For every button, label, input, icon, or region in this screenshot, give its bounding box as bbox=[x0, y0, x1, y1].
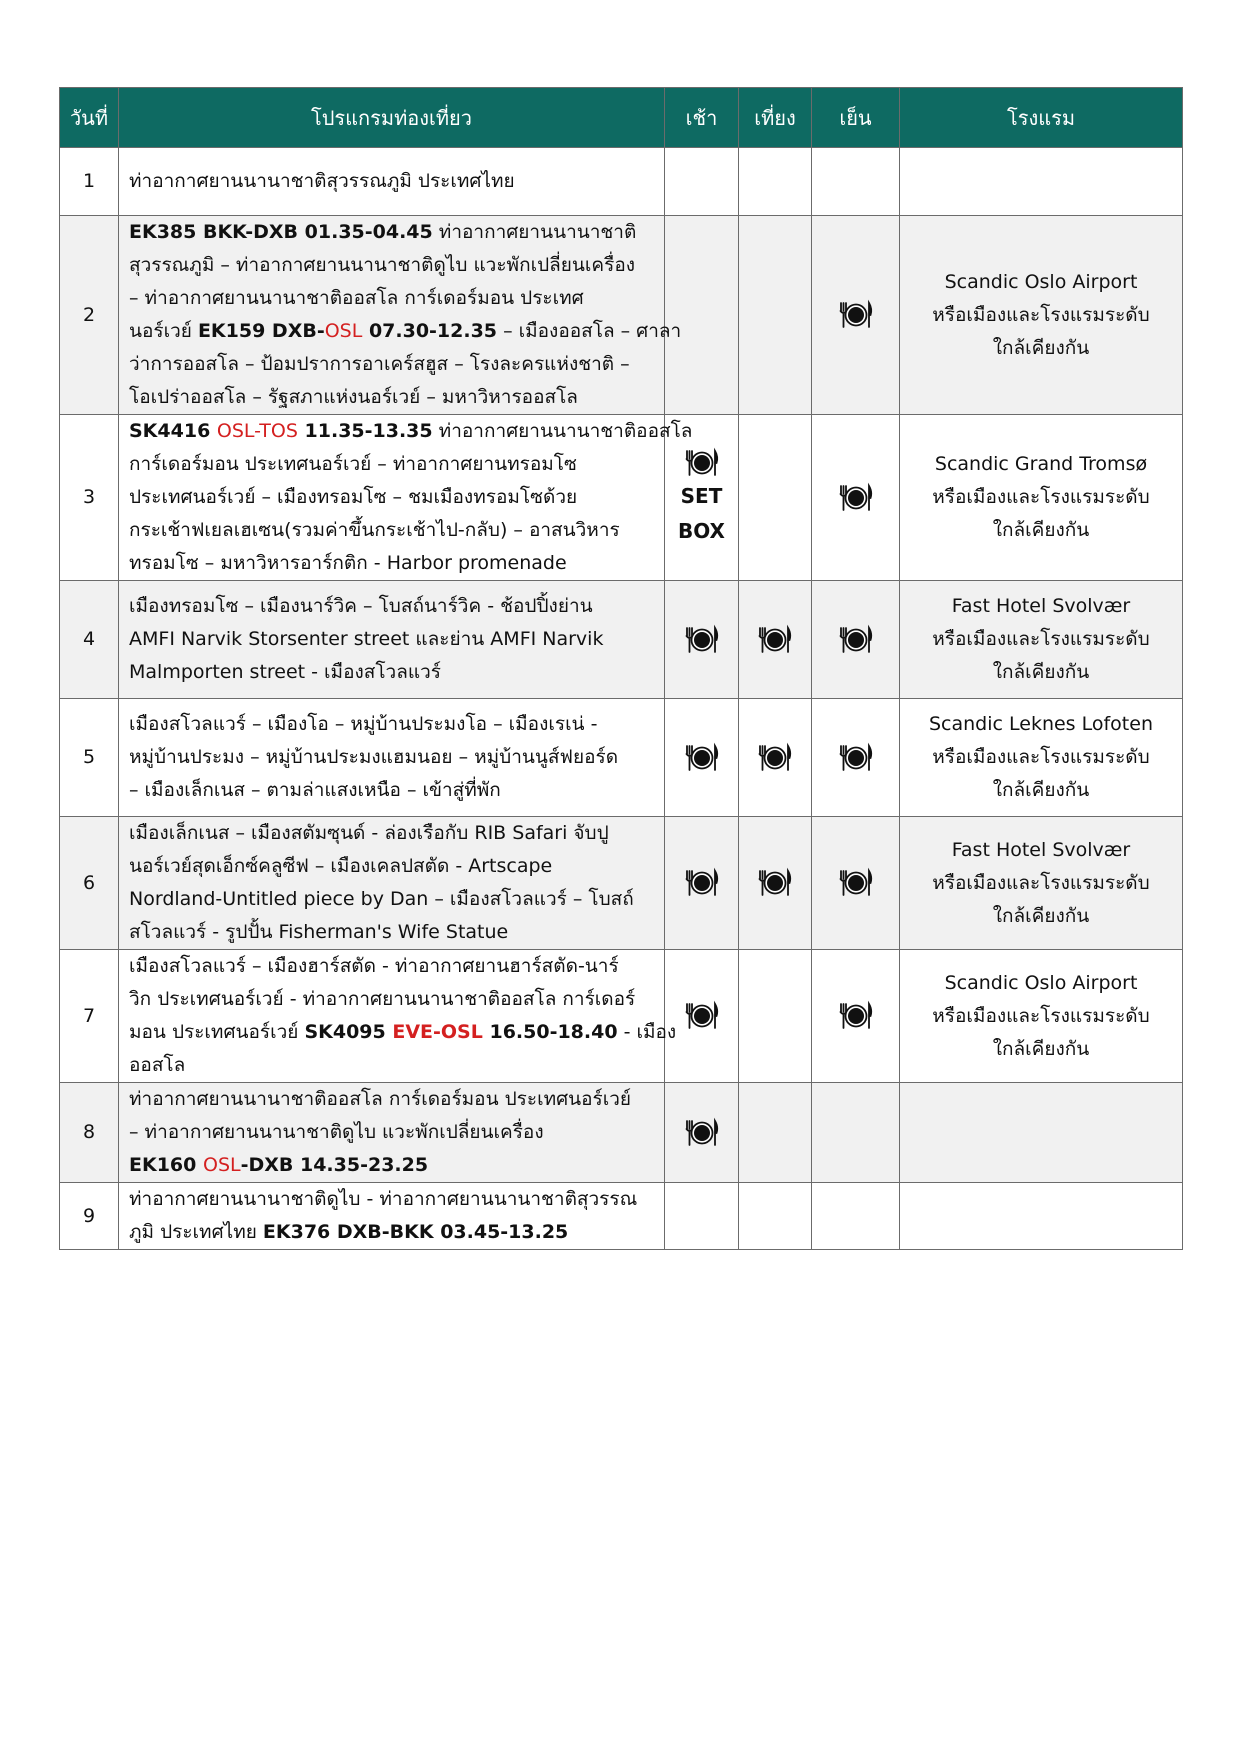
hotel-line: Scandic Grand Tromsø bbox=[934, 453, 1148, 475]
breakfast-cell bbox=[665, 148, 739, 216]
program-segment: Malmporten street - เมืองสโวลแวร์ bbox=[129, 661, 441, 683]
program-segment: เมืองเล็กเนส – เมืองสตัมซุนด์ - ล่องเรือกับ RIB Safari จับปู bbox=[129, 822, 609, 844]
flight-info: -DXB 14.35-23.25 bbox=[240, 1154, 429, 1176]
breakfast-cell bbox=[665, 1183, 739, 1250]
itinerary-body bbox=[60, 148, 1183, 1250]
header-hotel: โรงแรม bbox=[900, 88, 1183, 148]
hotel-cell bbox=[900, 1083, 1183, 1183]
breakfast-cell bbox=[665, 216, 739, 415]
program-line bbox=[129, 481, 654, 514]
flight-info: SK4416 bbox=[129, 420, 217, 442]
lunch-cell bbox=[739, 817, 812, 950]
table-row bbox=[60, 581, 1183, 699]
program-line bbox=[129, 774, 654, 807]
program-segment: ประเทศนอร์เวย์ – เมืองทรอมโซ – ชมเมืองทรอมโซด้วย bbox=[129, 486, 578, 508]
table-row bbox=[60, 1183, 1183, 1250]
hotel-line: ใกล้เคียงกัน bbox=[992, 661, 1090, 683]
program-line bbox=[129, 1183, 654, 1216]
lunch-cell bbox=[739, 950, 812, 1083]
table-row bbox=[60, 699, 1183, 817]
plate-fork-knife-icon bbox=[838, 483, 874, 513]
hotel-cell bbox=[900, 415, 1183, 581]
plate-fork-knife-icon bbox=[838, 868, 874, 898]
hotel-line: หรือเมืองและโรงแรมระดับ bbox=[932, 303, 1150, 326]
program-text bbox=[119, 817, 665, 950]
table-row bbox=[60, 415, 1183, 581]
program-line bbox=[129, 216, 654, 249]
program-text bbox=[119, 950, 677, 1083]
program-segment: เมืองทรอมโซ – เมืองนาร์วิค – โบสถ์นาร์วิค - ช้อปปิ้งย่าน bbox=[129, 595, 593, 617]
hotel-cell bbox=[900, 148, 1183, 216]
plate-fork-knife-icon bbox=[838, 300, 874, 330]
dinner-cell bbox=[812, 699, 900, 817]
lunch-cell bbox=[739, 1083, 812, 1183]
program-text bbox=[119, 415, 693, 581]
program-line bbox=[129, 1049, 654, 1082]
plate-fork-knife-icon bbox=[757, 625, 793, 655]
program-segment: ทรอมโซ – มหาวิหารอาร์กติก - Harbor promenade bbox=[129, 552, 567, 574]
program-segment: มอน ประเทศนอร์เวย์ bbox=[129, 1021, 305, 1043]
program-segment: เมืองสโวลแวร์ – เมืองโอ – หมู่บ้านประมงโอ – เมืองเรเน่ - bbox=[129, 713, 598, 735]
program-line bbox=[129, 448, 654, 481]
program-segment: ท่าอากาศยานนานาชาติออสโล การ์เดอร์มอน ประเทศนอร์เวย์ bbox=[129, 1088, 632, 1110]
program-line bbox=[129, 315, 682, 348]
program-line bbox=[129, 547, 654, 580]
hotel-line: Scandic Oslo Airport bbox=[944, 270, 1138, 293]
hotel-cell bbox=[900, 817, 1183, 950]
plate-fork-knife-icon bbox=[838, 743, 874, 773]
flight-info: 11.35-13.35 bbox=[297, 420, 433, 442]
dinner-cell bbox=[812, 817, 900, 950]
header-program: โปรแกรมท่องเที่ยว bbox=[119, 88, 665, 148]
program-line bbox=[129, 348, 654, 381]
program-segment: โอเปร่าออสโล – รัฐสภาแห่งนอร์เวย์ – มหาวิหารออสโล bbox=[129, 386, 578, 408]
program-text bbox=[119, 581, 665, 699]
hotel-line: ใกล้เคียงกัน bbox=[992, 336, 1090, 359]
breakfast-cell bbox=[665, 1083, 739, 1183]
plate-fork-knife-icon bbox=[838, 625, 874, 655]
program-segment: สโวลแวร์ - รูปปั้น Fisherman's Wife Statue bbox=[129, 921, 509, 943]
hotel-cell bbox=[900, 581, 1183, 699]
lunch-cell bbox=[739, 216, 812, 415]
program-segment: ท่าอากาศยานนานาชาติ bbox=[432, 221, 637, 243]
breakfast-cell bbox=[665, 817, 739, 950]
program-segment: กระเช้าฟเยลเฮเซน(รวมค่าขึ้นกระเช้าไป-กลับ) – อาสนวิหาร bbox=[129, 519, 620, 541]
day-number: 4 bbox=[60, 581, 119, 699]
program-line bbox=[129, 741, 654, 774]
program-line bbox=[129, 1016, 677, 1049]
program-segment: Nordland-Untitled piece by Dan – เมืองสโวลแวร์ – โบสถ์ bbox=[129, 888, 634, 910]
plate-fork-knife-icon bbox=[757, 743, 793, 773]
flight-info: EK160 bbox=[129, 1154, 203, 1176]
program-line bbox=[129, 1216, 654, 1249]
program-line bbox=[129, 514, 654, 547]
header-day: วันที่ bbox=[60, 88, 119, 148]
breakfast-cell bbox=[665, 950, 739, 1083]
program-segment: AMFI Narvik Storsenter street และย่าน AMFI Narvik bbox=[129, 628, 604, 650]
hotel-line: ใกล้เคียงกัน bbox=[992, 904, 1090, 927]
program-segment: ออสโล bbox=[129, 1054, 186, 1076]
table-header-row bbox=[60, 88, 1183, 148]
program-line bbox=[129, 817, 654, 850]
day-number: 2 bbox=[60, 216, 119, 415]
day-number: 8 bbox=[60, 1083, 119, 1183]
breakfast-cell bbox=[665, 699, 739, 817]
table-row bbox=[60, 1083, 1183, 1183]
flight-info: SK4095 bbox=[304, 1021, 393, 1043]
hotel-cell bbox=[900, 216, 1183, 415]
dinner-cell bbox=[812, 216, 900, 415]
program-segment: เมืองสโวลแวร์ – เมืองฮาร์สตัด - ท่าอากาศยานฮาร์สตัด-นาร์ bbox=[129, 955, 619, 977]
lunch-cell bbox=[739, 699, 812, 817]
program-line bbox=[129, 415, 693, 448]
hotel-line: Fast Hotel Svolvær bbox=[951, 595, 1131, 617]
program-segment: นอร์เวย์สุดเอ็กซ์คลูซีฟ – เมืองเคลปสตัด - Artscape bbox=[129, 855, 553, 877]
hotel-line: หรือเมืองและโรงแรมระดับ bbox=[932, 486, 1150, 508]
flight-info: EK385 BKK-DXB 01.35-04.45 bbox=[129, 221, 433, 243]
dinner-cell bbox=[812, 1183, 900, 1250]
table-row bbox=[60, 817, 1183, 950]
program-segment: หมู่บ้านประมง – หมู่บ้านประมงแฮมนอย – หมู่บ้านนูส์ฟยอร์ด bbox=[129, 746, 619, 768]
header-lunch: เที่ยง bbox=[739, 88, 812, 148]
route-code-highlight: EVE-OSL bbox=[392, 1021, 483, 1043]
program-segment: ภูมิ ประเทศไทย bbox=[129, 1221, 263, 1243]
hotel-line: Scandic Leknes Lofoten bbox=[928, 713, 1153, 735]
program-line bbox=[129, 983, 654, 1016]
program-segment: การ์เดอร์มอน ประเทศนอร์เวย์ – ท่าอากาศยานทรอมโซ bbox=[129, 453, 577, 475]
program-segment: วิก ประเทศนอร์เวย์ - ท่าอากาศยานนานาชาติออสโล การ์เดอร์ bbox=[129, 988, 636, 1010]
day-number: 7 bbox=[60, 950, 119, 1083]
lunch-cell bbox=[739, 415, 812, 581]
hotel-line: ใกล้เคียงกัน bbox=[992, 779, 1090, 801]
program-line bbox=[129, 656, 654, 689]
program-line bbox=[129, 883, 654, 916]
itinerary-table bbox=[59, 87, 1183, 1250]
route-code-highlight: OSL bbox=[324, 320, 363, 342]
program-text bbox=[119, 699, 665, 817]
program-text bbox=[119, 148, 665, 216]
program-line bbox=[129, 165, 654, 198]
program-line bbox=[129, 282, 654, 315]
table-row bbox=[60, 216, 1183, 415]
program-segment: – เมืองเล็กเนส – ตามล่าแสงเหนือ – เข้าสู่ที่พัก bbox=[129, 779, 501, 801]
program-segment: นอร์เวย์ bbox=[129, 320, 198, 342]
program-line bbox=[129, 590, 654, 623]
header-dinner: เย็น bbox=[812, 88, 900, 148]
program-segment: ว่าการออสโล – ป้อมปราการอาเคร์สฮูส – โรงละครแห่งชาติ – bbox=[129, 353, 630, 375]
plate-fork-knife-icon bbox=[684, 448, 720, 478]
program-segment: – เมืองออสโล – ศาลา bbox=[497, 320, 682, 342]
program-line bbox=[129, 1149, 654, 1182]
flight-info: 07.30-12.35 bbox=[362, 320, 498, 342]
program-segment: – ท่าอากาศยานนานาชาติดูไบ แวะพักเปลี่ยนเครื่อง bbox=[129, 1121, 544, 1143]
hotel-line: ใกล้เคียงกัน bbox=[992, 519, 1090, 541]
dinner-cell bbox=[812, 148, 900, 216]
dinner-cell bbox=[812, 1083, 900, 1183]
hotel-line: Scandic Oslo Airport bbox=[944, 971, 1138, 994]
program-segment: ท่าอากาศยานนานาชาติออสโล bbox=[432, 420, 693, 442]
lunch-cell bbox=[739, 148, 812, 216]
program-line bbox=[129, 708, 654, 741]
plate-fork-knife-icon bbox=[757, 868, 793, 898]
dinner-cell bbox=[812, 950, 900, 1083]
program-line bbox=[129, 1083, 654, 1116]
program-segment: ท่าอากาศยานนานาชาติดูไบ - ท่าอากาศยานนานาชาติสุวรรณ bbox=[129, 1188, 638, 1210]
program-line bbox=[129, 381, 654, 414]
day-number: 9 bbox=[60, 1183, 119, 1250]
program-line bbox=[129, 916, 654, 949]
flight-info: 16.50-18.40 bbox=[482, 1021, 618, 1043]
program-segment: ท่าอากาศยานนานาชาติสุวรรณภูมิ ประเทศไทย bbox=[129, 170, 515, 192]
hotel-line: หรือเมืองและโรงแรมระดับ bbox=[932, 628, 1150, 650]
table-row bbox=[60, 950, 1183, 1083]
program-segment: - เมือง bbox=[617, 1021, 677, 1043]
route-code-highlight: OSL-TOS bbox=[216, 420, 298, 442]
program-segment: – ท่าอากาศยานนานาชาติออสโล การ์เดอร์มอน ประเทศ bbox=[129, 287, 584, 309]
flight-info: EK159 DXB- bbox=[197, 320, 325, 342]
plate-fork-knife-icon bbox=[684, 743, 720, 773]
plate-fork-knife-icon bbox=[684, 1001, 720, 1031]
program-line bbox=[129, 950, 654, 983]
hotel-line: หรือเมืองและโรงแรมระดับ bbox=[932, 746, 1150, 768]
set-box-label: BOX bbox=[678, 519, 725, 543]
plate-fork-knife-icon bbox=[684, 625, 720, 655]
program-line bbox=[129, 249, 654, 282]
hotel-line: หรือเมืองและโรงแรมระดับ bbox=[932, 871, 1150, 894]
hotel-line: ใกล้เคียงกัน bbox=[992, 1037, 1090, 1060]
plate-fork-knife-icon bbox=[684, 868, 720, 898]
route-code-highlight: OSL bbox=[202, 1154, 241, 1176]
hotel-cell bbox=[900, 1183, 1183, 1250]
program-text bbox=[119, 216, 682, 415]
program-text bbox=[119, 1183, 665, 1250]
program-line bbox=[129, 850, 654, 883]
hotel-cell bbox=[900, 699, 1183, 817]
set-box-label: SET bbox=[680, 484, 723, 508]
day-number: 6 bbox=[60, 817, 119, 950]
hotel-line: หรือเมืองและโรงแรมระดับ bbox=[932, 1004, 1150, 1027]
day-number: 1 bbox=[60, 148, 119, 216]
flight-info: EK376 DXB-BKK 03.45-13.25 bbox=[262, 1221, 569, 1243]
program-segment: สุวรรณภูมิ – ท่าอากาศยานนานาชาติดูไบ แวะพักเปลี่ยนเครื่อง bbox=[129, 254, 636, 276]
day-number: 5 bbox=[60, 699, 119, 817]
plate-fork-knife-icon bbox=[838, 1001, 874, 1031]
hotel-cell bbox=[900, 950, 1183, 1083]
hotel-line: Fast Hotel Svolvær bbox=[951, 838, 1131, 861]
dinner-cell bbox=[812, 415, 900, 581]
dinner-cell bbox=[812, 581, 900, 699]
lunch-cell bbox=[739, 1183, 812, 1250]
program-text bbox=[119, 1083, 665, 1183]
program-line bbox=[129, 1116, 654, 1149]
day-number: 3 bbox=[60, 415, 119, 581]
table-row bbox=[60, 148, 1183, 216]
plate-fork-knife-icon bbox=[684, 1118, 720, 1148]
header-breakfast: เช้า bbox=[665, 88, 739, 148]
program-line bbox=[129, 623, 654, 656]
lunch-cell bbox=[739, 581, 812, 699]
breakfast-cell bbox=[665, 581, 739, 699]
